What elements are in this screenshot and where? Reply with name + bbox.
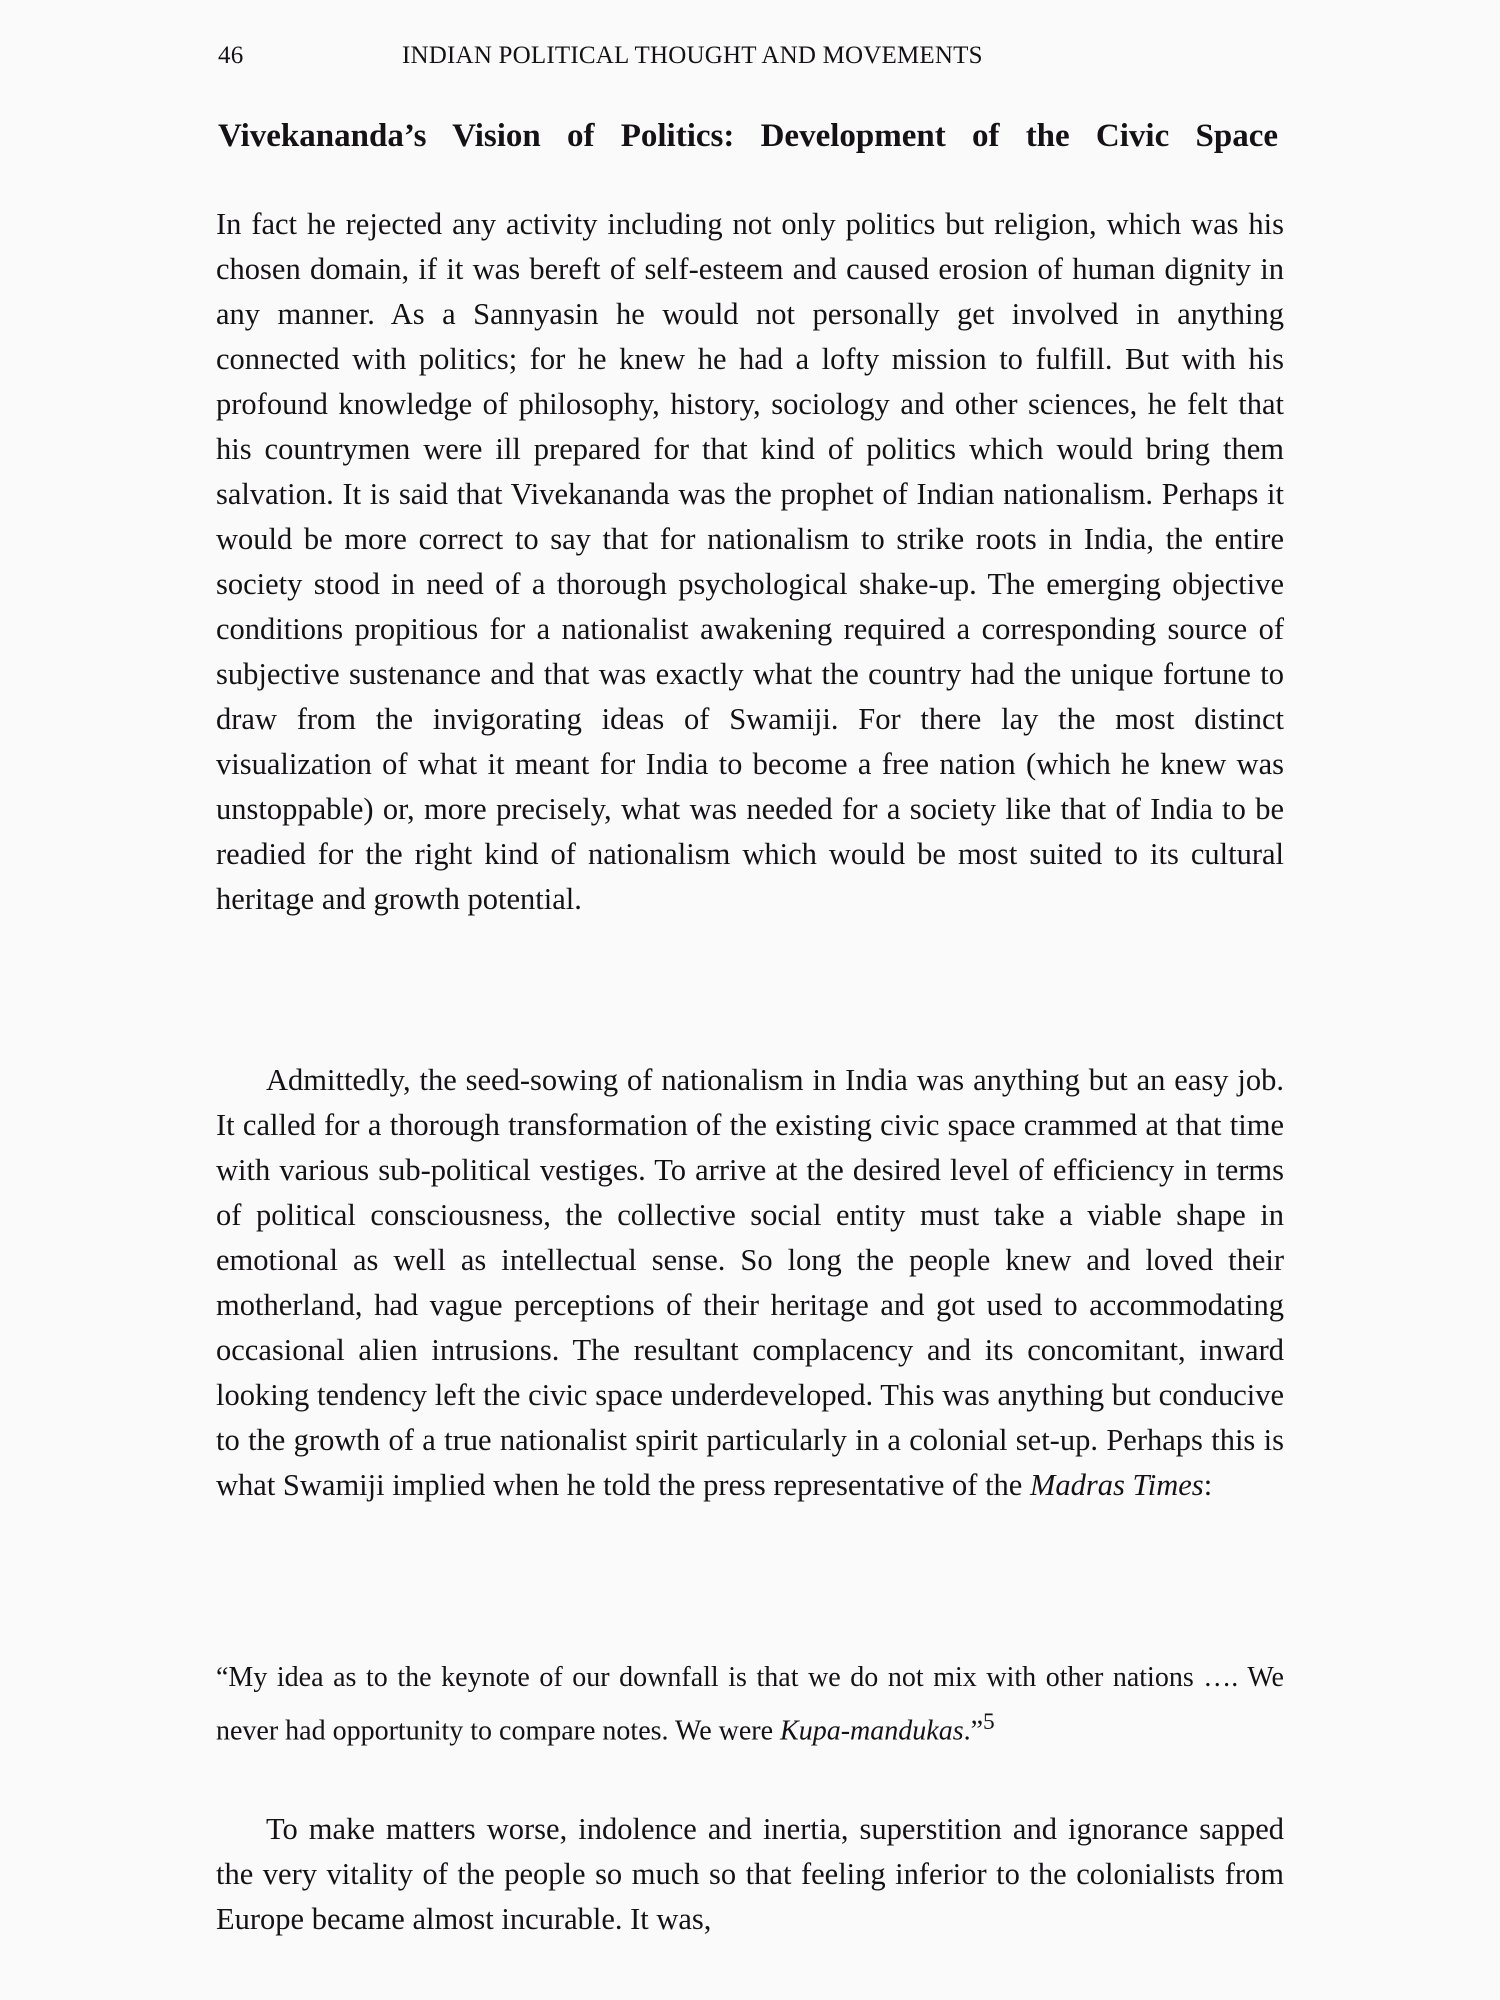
- paragraph-2: [216, 1058, 1284, 1508]
- page-number: 46: [218, 42, 244, 69]
- paragraph-1: In fact he rejected any activity including not only politics but religion, which was his chosen domain, if it was bereft of self-esteem and caused erosion of human dignity in any manner. As a Sannyasin he would not personally get involved in anything connected with politics; for he knew he had a lofty mission to fulfill. But with his profound knowledge of philosophy, history, sociology and other sciences, he felt that his countrymen were ill prepared for that kind of politics which would bring them salvation. It is said that Vivekananda was the prophet of Indian nationalism. Perhaps it would be more correct to say that for nationalism to strike roots in India, the entire society stood in need of a thorough psychological shake-up. The emerging objective conditions propitious for a nationalist awakening required a corresponding source of subjective sustenance and that was exactly what the country had the unique fortune to draw from the invigorating ideas of Swamiji. For there lay the most distinct visualization of what it meant for India to become a free nation (which he knew was unstoppable) or, more precisely, what was needed for a society like that of India to be readied for the right kind of nationalism which would be most suited to its cultural heritage and growth potential.: [216, 207, 1284, 916]
- paragraph-2-text: Admittedly, the seed-sowing of nationalism in India was anything but an easy job. It called for a thorough transformation of the existing civic space crammed at that time with various sub-political vestiges. To arrive at the desired level of efficiency in terms of political consciousness, the collective social entity must take a viable shape in emotional as well as intellectual sense. So long the people knew and loved their motherland, had vague perceptions of their heritage and got used to accommodating occasional alien intrusions. The resultant complacency and its concomitant, inward looking tendency left the civic space underdeveloped. This was anything but conducive to the growth of a true nationalist spirit particularly in a colonial set-up. Perhaps this is what Swamiji implied when he told the press representative of the: [216, 1063, 1284, 1502]
- block-quote: [216, 1655, 1284, 1753]
- paragraph-3: To make matters worse, indolence and inertia, superstition and ignorance sapped the very vitality of the people so much so that feeling inferior to the colonialists from Europe became almost incurable. It was,: [216, 1812, 1284, 1936]
- footnote-marker: 5: [983, 1709, 995, 1735]
- running-title: INDIAN POLITICAL THOUGHT AND MOVEMENTS: [402, 42, 983, 69]
- quote-end: .”: [963, 1715, 984, 1747]
- quote-text: “My idea as to the keynote of our downfall is that we do not mix with other nations …. We never had opportunity to compare notes. We were: [216, 1662, 1284, 1747]
- paragraph-2-end: :: [1203, 1468, 1213, 1502]
- newspaper-title: Madras Times: [1029, 1468, 1204, 1502]
- quote-italic-term: Kupa-mandukas: [780, 1715, 964, 1747]
- section-heading: Vivekananda’s Vision of Politics: Development of the Civic Space: [218, 118, 1278, 154]
- running-head: [218, 42, 1278, 82]
